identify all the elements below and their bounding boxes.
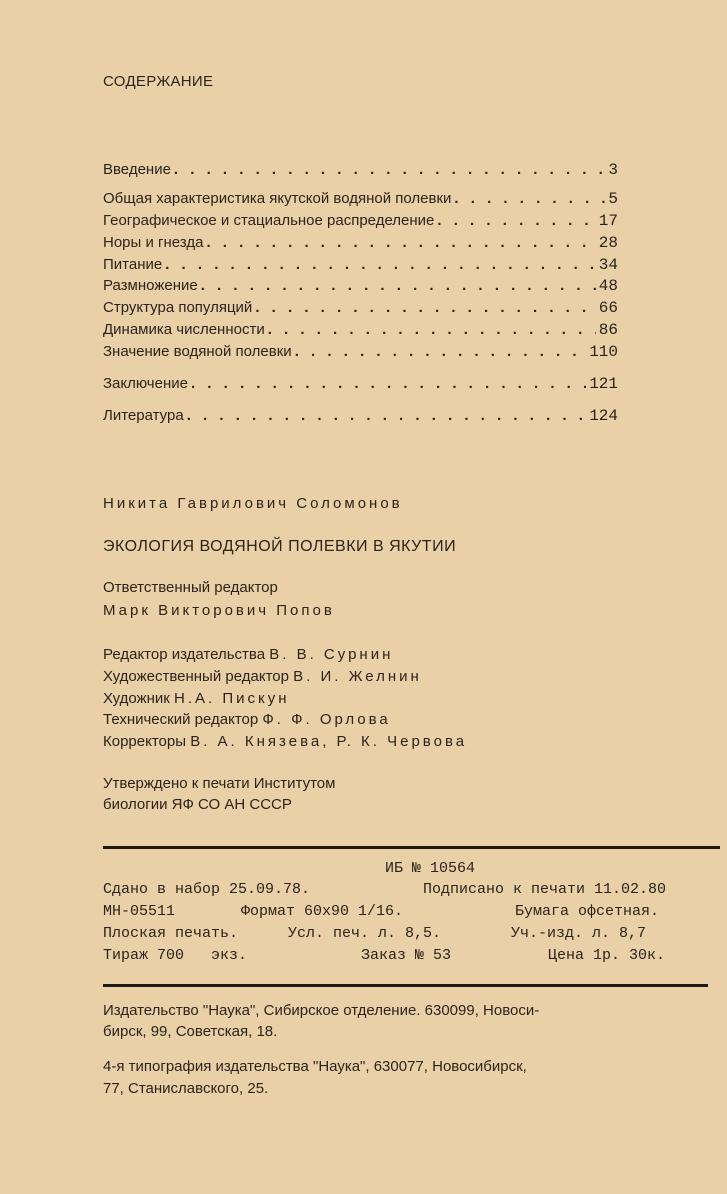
publisher-line: Издательство "Наука", Сибирское отделение. 630099, Новоси- — [103, 1002, 540, 1019]
toc-leader — [295, 343, 587, 360]
toc-entry[interactable] — [103, 234, 618, 254]
printer-line: 77, Станиславского, 25. — [103, 1080, 269, 1097]
print-type: Плоская печать. — [103, 925, 239, 942]
ib-number: ИБ № 10564 — [385, 860, 476, 877]
toc-label: Норы и гнезда — [103, 234, 204, 251]
toc-entry[interactable] — [103, 321, 618, 341]
printer-line: 4-я типография издательства "Наука", 630077, Новосибирск, — [103, 1058, 527, 1075]
signed-for-print: Подписано к печати 11.02.80 — [423, 881, 667, 898]
paper: Бумага офсетная. — [515, 903, 660, 920]
toc-page: 48 — [598, 277, 618, 295]
order-number: Заказ № 53 — [361, 947, 452, 964]
toc-entry[interactable] — [103, 256, 618, 276]
toc-label: Географическое и стациальное распределение — [103, 212, 435, 229]
credit-name: В. А. Князева, Р. К. Червова — [190, 733, 468, 750]
price: Цена 1р. 30к. — [548, 947, 666, 964]
toc-leader — [165, 256, 596, 273]
toc-entry[interactable] — [103, 161, 618, 181]
uch-izd-l: Уч.-изд. л. 8,7 — [511, 925, 647, 942]
credit-line — [103, 646, 393, 663]
print-run: Тираж 700 экз. — [103, 947, 248, 964]
toc-page: 5 — [608, 190, 618, 208]
toc-page: 66 — [598, 299, 618, 317]
credit-line — [103, 733, 467, 750]
toc-page: 110 — [589, 343, 618, 361]
toc-label: Структура популяций — [103, 299, 253, 316]
toc-label: Литература — [103, 407, 184, 424]
format: Формат 60х90 1/16. — [241, 903, 404, 920]
imprint-row — [103, 903, 703, 923]
toc-entry[interactable] — [103, 212, 618, 232]
imprint-row — [103, 947, 703, 967]
credit-role: Технический редактор — [103, 711, 259, 728]
sent-to-set: Сдано в набор 25.09.78. — [103, 881, 311, 898]
toc-leader — [437, 212, 595, 229]
toc-page: 124 — [589, 407, 618, 425]
toc-label: Заключение — [103, 375, 188, 392]
toc-label: Динамика численности — [103, 321, 265, 338]
toc-label: Питание — [103, 256, 163, 273]
toc-leader — [191, 375, 586, 392]
imprint-row — [103, 860, 703, 880]
book-title: ЭКОЛОГИЯ ВОДЯНОЙ ПОЛЕВКИ В ЯКУТИИ — [103, 538, 457, 555]
approved-line: биологии ЯФ СО АН СССР — [103, 796, 292, 813]
toc-entry[interactable] — [103, 277, 618, 297]
toc-page: 17 — [598, 212, 618, 230]
toc-label: Введение — [103, 161, 171, 178]
divider-rule — [103, 984, 708, 987]
toc-leader — [174, 161, 605, 178]
toc-page: 86 — [598, 321, 618, 339]
toc-page: 3 — [608, 161, 618, 179]
credit-name: В. И. Желнин — [293, 668, 422, 685]
toc-entry[interactable] — [103, 299, 618, 319]
publisher-line: бирск, 99, Советская, 18. — [103, 1023, 278, 1040]
credit-line — [103, 690, 290, 707]
toc-page: 121 — [589, 375, 618, 393]
credit-line — [103, 711, 391, 728]
credit-role: Художник — [103, 690, 170, 707]
toc-leader — [454, 190, 605, 207]
imprint-row — [103, 881, 703, 901]
toc-label: Значение водяной полевки — [103, 343, 292, 360]
approved-line: Утверждено к печати Институтом — [103, 775, 336, 792]
toc-page: 34 — [598, 256, 618, 274]
imprint-row — [103, 925, 703, 945]
author-name: Никита Гаврилович Соломонов — [103, 495, 403, 512]
responsible-editor: Марк Викторович Попов — [103, 602, 335, 619]
responsible-editor-label: Ответственный редактор — [103, 579, 278, 596]
toc-entry[interactable] — [103, 375, 618, 395]
toc-entry[interactable] — [103, 190, 618, 210]
toc-page: 28 — [598, 234, 618, 252]
divider-rule — [103, 846, 720, 849]
credit-role: Редактор издательства — [103, 646, 266, 663]
credit-role: Художественный редактор — [103, 668, 289, 685]
toc-label: Размножение — [103, 277, 198, 294]
credit-line — [103, 668, 422, 685]
contents-heading: СОДЕРЖАНИЕ — [103, 73, 214, 90]
toc-entry[interactable] — [103, 343, 618, 363]
toc-leader — [255, 299, 595, 316]
toc-leader — [206, 234, 595, 251]
toc-leader — [187, 407, 587, 424]
toc-leader — [201, 277, 596, 294]
credit-name: Ф. Ф. Орлова — [262, 711, 391, 728]
credit-name: В. В. Сурнин — [269, 646, 394, 663]
credit-role: Корректоры — [103, 733, 187, 750]
code: МН-05511 — [103, 903, 176, 920]
toc-entry[interactable] — [103, 407, 618, 427]
credit-name: Н.А. Пискун — [174, 690, 290, 707]
toc-leader — [268, 321, 596, 338]
usl-pech-l: Усл. печ. л. 8,5. — [288, 925, 442, 942]
toc-label: Общая характеристика якутской водяной полевки — [103, 190, 452, 207]
